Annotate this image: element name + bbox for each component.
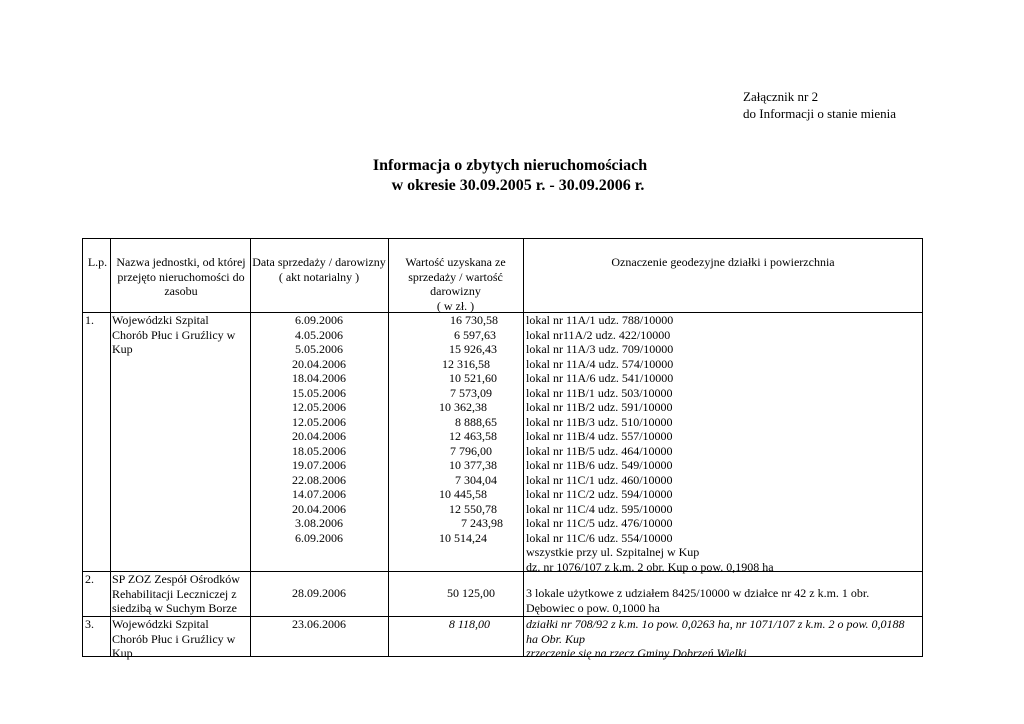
annex-note (743, 88, 896, 122)
row-1-dates (250, 313, 388, 545)
description-line: lokal nr 11C/6 udz. 554/10000 (526, 530, 673, 545)
unit-line: Kup (112, 342, 133, 356)
description-line: lokal nr 11B/6 udz. 549/10000 (526, 458, 673, 472)
value-line: 10 362,38 (439, 400, 487, 414)
header-value-line: Wartość uzyskana ze (405, 255, 506, 269)
unit-line: siedzibą w Suchym Borze (112, 601, 237, 615)
annex-line-2: do Informacji o stanie mienia (743, 106, 897, 121)
title-line-1: Informacja o zbytych nieruchomościach (372, 157, 648, 174)
date-line: 23.06.2006 (292, 617, 346, 631)
value-line: 10 377,38 (449, 458, 497, 472)
date-line: 3.08.2006 (295, 516, 343, 530)
description-line: Dębowiec o pow. 0,1000 ha (526, 600, 660, 615)
row-2-values (388, 586, 523, 601)
value-line: 10 514,24 (439, 530, 487, 545)
header-value-line: sprzedaży / wartość (408, 269, 503, 284)
value-line: 12 550,78 (449, 501, 497, 516)
description-line: lokal nr 11B/3 udz. 510/10000 (526, 414, 673, 429)
description-line: lokal nr 11C/1 udz. 460/10000 (526, 472, 673, 487)
date-line: 19.07.2006 (292, 458, 346, 472)
unit-line: Wojewódzki Szpital (112, 617, 209, 631)
value-line: 6 597,63 (454, 327, 496, 342)
date-line: 18.04.2006 (292, 371, 346, 385)
unit-line: Chorób Płuc i Gruźlicy w (112, 327, 236, 342)
row-1-values (388, 313, 523, 545)
description-line: ha Obr. Kup (526, 631, 586, 646)
date-line: 4.05.2006 (295, 327, 343, 342)
description-line: lokal nr 11C/4 udz. 595/10000 (526, 501, 673, 516)
title-line-2: w okresie 30.09.2005 r. - 30.09.2006 r. (391, 177, 645, 194)
date-line: 12.05.2006 (292, 400, 346, 414)
row-1-unit (112, 313, 250, 357)
row-3-unit (112, 617, 250, 661)
date-line: 28.09.2006 (292, 586, 346, 600)
description-line: lokal nr 11C/5 udz. 476/10000 (526, 516, 673, 530)
row-3-values (388, 617, 523, 632)
unit-line: Kup (112, 646, 133, 660)
description-line: dz. nr 1076/107 z k.m. 2 obr. Kup o pow. 0,1908 ha (526, 559, 774, 574)
header-value (388, 255, 523, 313)
value-line: 7 243,98 (461, 516, 503, 530)
description-line: lokal nr 11A/1 udz. 788/10000 (526, 313, 674, 327)
description-line: lokal nr 11B/1 udz. 503/10000 (526, 385, 673, 400)
date-line: 20.04.2006 (292, 501, 346, 516)
description-line: wszystkie przy ul. Szpitalnej w Kup (526, 545, 700, 559)
value-line: 16 730,58 (450, 313, 498, 327)
header-unit-line: Nazwa jednostki, od której (116, 255, 246, 269)
date-line: 6.09.2006 (295, 313, 343, 327)
row-2-dates (250, 586, 388, 601)
date-line: 15.05.2006 (292, 385, 346, 400)
value-line: 50 125,00 (447, 586, 495, 600)
value-line: 7 304,04 (455, 472, 497, 487)
row-1-description (526, 313, 774, 574)
value-line: 7 796,00 (450, 443, 492, 458)
value-line: 12 316,58 (442, 356, 490, 371)
header-date-line: Data sprzedaży / darowizny (252, 255, 386, 269)
date-line: 20.04.2006 (292, 429, 346, 443)
unit-line: SP ZOZ Zespół Ośrodków (112, 572, 240, 586)
header-value-line: darowizny (430, 284, 481, 298)
unit-line: Rehabilitacji Leczniczej z (112, 586, 237, 601)
annex-line-1: Załącznik nr 2 (743, 89, 819, 104)
header-unit-line: przejęto nieruchomości do (117, 269, 245, 284)
value-line: 7 573,09 (450, 385, 492, 400)
value-line: 12 463,58 (449, 429, 497, 443)
description-line: lokal nr11A/2 udz. 422/10000 (526, 327, 671, 342)
row-2-lp: 2. (85, 572, 94, 586)
header-unit (111, 255, 251, 299)
column-divider (523, 239, 524, 656)
description-line: działki nr 708/92 z k.m. 1o pow. 0,0263 ha, nr 1071/107 z k.m. 2 o pow. 0,0188 (526, 617, 905, 631)
date-line: 6.09.2006 (295, 530, 343, 545)
row-2-description (526, 586, 869, 615)
column-divider (110, 239, 111, 656)
value-line: 15 926,43 (449, 342, 497, 356)
value-line: 8 888,65 (455, 414, 497, 429)
value-line: 8 118,00 (448, 617, 490, 631)
description-line: 3 lokale użytkowe z udziałem 8425/10000 w działce nr 42 z k.m. 1 obr. (526, 586, 870, 600)
header-value-line: ( w zł. ) (436, 298, 475, 313)
disposals-table (82, 238, 923, 660)
unit-line: Chorób Płuc i Gruźlicy w (112, 631, 236, 646)
description-line: lokal nr 11A/6 udz. 541/10000 (526, 371, 674, 385)
document-title (0, 156, 1024, 196)
value-line: 10 445,58 (439, 487, 487, 501)
date-line: 5.05.2006 (295, 342, 343, 356)
description-line: lokal nr 11B/5 udz. 464/10000 (526, 443, 673, 458)
row-3-dates (250, 617, 388, 632)
header-unit-line: zasobu (164, 284, 198, 298)
date-line: 20.04.2006 (292, 356, 346, 371)
value-line: 10 521,60 (449, 371, 497, 385)
unit-line: Wojewódzki Szpital (112, 313, 209, 327)
description-line: lokal nr 11A/3 udz. 709/10000 (526, 342, 674, 356)
description-line: zrzeczenie się na rzecz Gminy Dobrzeń Wielki (526, 646, 747, 660)
header-date-line: ( akt notarialny ) (278, 269, 360, 284)
row-3-description (526, 617, 905, 661)
date-line: 12.05.2006 (292, 414, 346, 429)
date-line: 14.07.2006 (292, 487, 346, 501)
row-3-lp: 3. (85, 617, 94, 631)
date-line: 22.08.2006 (292, 472, 346, 487)
header-date (250, 255, 388, 284)
description-line: lokal nr 11B/4 udz. 557/10000 (526, 429, 673, 443)
description-line: lokal nr 11B/2 udz. 591/10000 (526, 400, 673, 414)
header-lp: L.p. (87, 255, 108, 269)
date-line: 18.05.2006 (292, 443, 346, 458)
description-line: lokal nr 11C/2 udz. 594/10000 (526, 487, 673, 501)
description-line: lokal nr 11A/4 udz. 574/10000 (526, 356, 674, 371)
header-description: Oznaczenie geodezyjne działki i powierzchnia (611, 255, 835, 269)
row-2-unit (112, 572, 250, 616)
row-1-lp: 1. (85, 313, 94, 327)
